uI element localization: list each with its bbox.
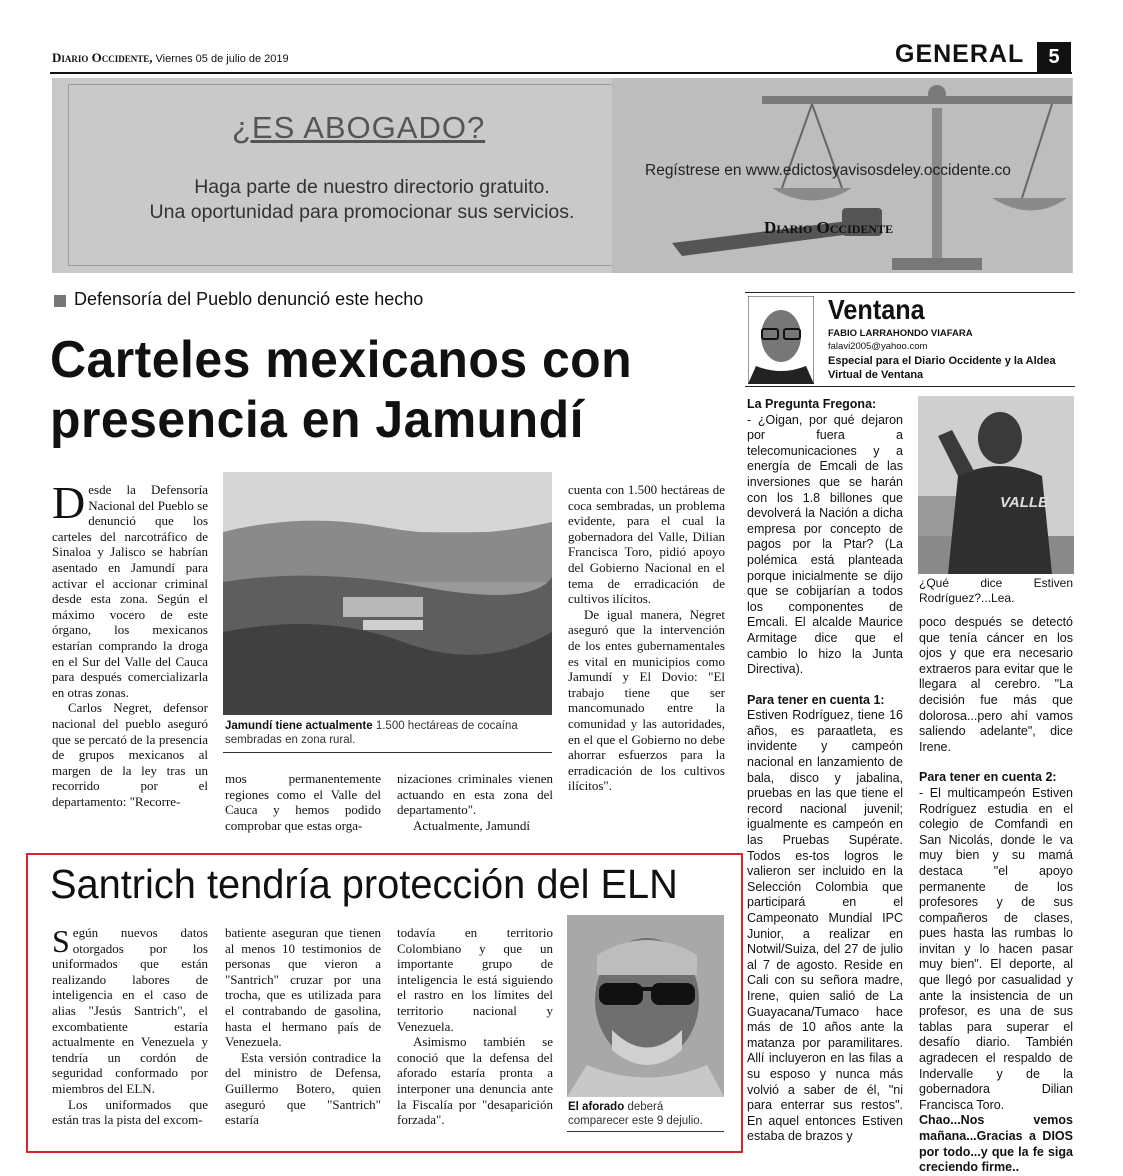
jamundi-photo (223, 472, 552, 715)
santrich-caption-rule (567, 1131, 724, 1132)
ventana-author: FABIO LARRAHONDO VIAFARA (828, 328, 973, 339)
caption-rule (223, 752, 552, 753)
paper-name: Diario Occidente, (52, 50, 153, 65)
ventana-closing: Chao...Nos vemos mañana...Gracias a DIOS por todo...y que la fe siga creciendo firme.. (919, 1113, 1073, 1175)
ventana-header-rule (745, 386, 1075, 387)
caption-rest: 1.500 hectáreas de cocaína sembradas en zona rural. (225, 720, 518, 746)
ventana-h3: Para tener en cuenta 2: (919, 770, 1057, 785)
issue-date: Viernes 05 de julio de 2019 (155, 53, 289, 65)
headline (50, 330, 632, 450)
ad-logo: Diario Occidente (764, 218, 894, 237)
santrich-col2-p1: batiente aseguran que tienen al menos 10 testimonios de personas que vieron a "Santrich" cruzar por una trocha, que es utilizada para el contrabando de gasolina, hasta el hermano país de Venezuela. (225, 925, 381, 1050)
caption-bold: Jamundí tiene actualmente (225, 720, 373, 732)
ventana-p1: - ¿Oigan, por qué dejaron por fuera a telecomunicaciones y a energía de Emcali de las inversiones que se harán con los 1.8 billones que devolverá la Nación a dicha empresa por concepto de pagos por la Ptar? (La polémica está planteada porque inicialmente se dijo que se cobijarían a todos los componentes de Emcali. El alcalde Maurice Armitage dice que el cambio lo hizo la Junta Directiva). (747, 412, 903, 677)
headline-line-1: Carteles mexicanos con (50, 331, 633, 389)
header-rule (50, 72, 1072, 74)
col3-p1: nizaciones criminales vienen actuando en esta zona del departamento". (397, 771, 553, 818)
ventana-tagline: Especial para el Diario Occidente y la Aldea Virtual de Ventana (828, 355, 1056, 381)
col3-p2: Actualmente, Jamundí (413, 817, 530, 833)
lawyer-ad (52, 78, 1073, 273)
santrich-caption (568, 1100, 725, 1128)
santrich-col-1 (52, 925, 208, 1128)
ventana-title: Ventana (828, 294, 925, 325)
article-col-1 (52, 477, 208, 809)
photo-caption (225, 719, 553, 747)
santrich-headline: Santrich tendría protección del ELN (50, 861, 678, 907)
ventana-h2: Para tener en cuenta 1: (747, 692, 885, 707)
athlete-photo (918, 396, 1074, 574)
author-photo (748, 296, 814, 384)
headline-line-2: presencia en Jamundí (50, 391, 584, 449)
santrich-col-2 (225, 925, 381, 1128)
article-col-3 (397, 771, 553, 833)
santrich-dropcap: S (52, 923, 70, 959)
santrich-photo (567, 915, 724, 1097)
ventana-email: falavi2005@yahoo.com (828, 341, 928, 352)
santrich-col2-p2: Esta versión contradice la del ministro de Defensa, Guillermo Botero, quien aseguró que "Santrich" estaría (225, 1049, 381, 1128)
ad-line-1: Haga parte de nuestro directorio gratuito. (194, 176, 550, 198)
ventana-p3: poco después se detectó que tenía cáncer en los ojos y que era necesario extraeros para evitar que le llegara al cerebro. "La decisión fue más que dolorosa...pero ahí vamos saliendo adelante", dice Irene. (919, 615, 1073, 754)
ad-line-2: Una oportunidad para promocionar sus servicios. (149, 201, 575, 223)
santrich-col-3 (397, 925, 553, 1128)
kicker: Defensoría del Pueblo denunció este hecho (74, 289, 424, 309)
page-number: 5 (1037, 42, 1071, 72)
ad-register: Regístrese en www.edictosyavisosdeley.occidente.co (645, 162, 1011, 179)
ventana-col-1 (747, 397, 903, 1145)
dropcap: D (52, 477, 86, 528)
ventana-col-2 (919, 615, 1073, 1176)
col1-p1: esde la Defensoría Nacional del Pueblo se denunció que los carteles del narcotráfico de Sinaloa y Jalisco se habrían asentado en Jamundí para activar el accionar criminal desde esta zona. Según el máximo vocero de este órgano, los mexicanos estarían comprando la droga en el Sur del Valle del Cauca para después comercializarla en otras zonas. (52, 482, 208, 700)
article-col-4 (568, 482, 725, 794)
santrich-col1-p1: egún nuevos datos otorgados por los uniformados que están realizando labores de inteligencia en el caso de alias "Jesús Santrich", el excombatiente estaría actualmente en Venezuela y tendría un cordón de seguridad conformado por miembros del ELN. (52, 925, 208, 1096)
col4-p1: cuenta con 1.500 hectáreas de coca sembradas, un problema evidente, para el cual la gobernadora del Valle, Dilian Francisca Toro, pidió apoyo del Gobierno Nacional en el tema de erradicación de cultivos ilícitos. (568, 482, 725, 607)
santrich-col3-p1: todavía en territorio Colombiano y que un importante grupo de inteligencia le está siguiendo el rastro en los límites del territorio nacional y Venezuela. (397, 925, 553, 1034)
ventana-p4: - El multicampeón Estiven Rodríguez estudia en el colegio de Comfandi en San Nicolás, donde le va muy bien y su mamá destaca "el apoyo permanente de los profesores y de sus compañeros de clases, pues hasta las rumbas lo invitan y lo hacen pasar muy bien". El deporte, al que llegó por casualidad y ante la insistencia de un profesor, es una de sus tablas para superar el desafío diario. También agradecen el respaldo de Indervalle y de la gobernadora Dilian Francisca Toro. (919, 785, 1073, 1112)
santrich-caption-bold: El aforado (568, 1101, 625, 1113)
col1-p2: Carlos Negret, defensor nacional del pueblo aseguró que se percató de la presencia de grupos mexicanos al margen de la ley tras un recorrido por el departamento: "Recorre- (52, 700, 208, 809)
section-title: GENERAL (895, 40, 1025, 68)
ventana-top-rule (745, 292, 1075, 293)
athlete-caption: ¿Qué dice Estiven Rodríguez?...Lea. (919, 576, 1073, 605)
masthead (52, 50, 289, 66)
col4-p2: De igual manera, Negret aseguró que la intervención de los entes gubernamentales es vital en municipios como Jamundí y El Dovio: "El trabajo tiene que ser mancomunado entre la comunidad y las autoridades, en el que el Gobierno no debe ahorrar esfuerzos para la erradicación de los cultivos ilícitos". (568, 606, 725, 794)
ad-title: ¿ES ABOGADO? (232, 110, 486, 145)
ventana-p2: Estiven Rodríguez, tiene 16 años, es paraatleta, es invidente y campeón nacional en lanzamiento de bala, disco y jabalina, pruebas en las que tiene el record nacional juvenil; igualmente es campeón en las Pruebas Supérate. Todos es-tos logros le valieron ser incluido en la Selección Colombia que participará en el Campeonato Mundial IPC Junior, a realizar en Notwil/Suiza, del 27 de julio al 7 de agosto. Reside en Cali con su señora madre, Irene, quien salió de La Guayacana/Tumaco hace más de 10 años ante la matanza por paramilitares. Allí incluyeron en las filas a su esposo y nunca más volvió a saber de él, "ni para enterrar sus restos". En aquel entonces Estiven estaba de brazos y (747, 708, 903, 1144)
kicker-square (54, 295, 66, 307)
santrich-col1-p2: Los uniformados que están tras la pista del excom- (52, 1096, 208, 1128)
col2-text: mos permanentemente regiones como el Valle del Cauca y hemos podido comprobar que estas orga- (225, 771, 381, 833)
ventana-h1: La Pregunta Fregona: (747, 397, 877, 411)
article-col-2 (225, 771, 381, 833)
athlete-shirt-text: VALLE (1000, 494, 1049, 511)
santrich-col3-p2: Asimismo también se conoció que la defensa del aforado estaría pronta a interponer una denuncia ante la Fiscalía por "desaparición forzada". (397, 1034, 553, 1128)
santrich-caption-rest: deberá comparecer este 9 dejulio. (568, 1101, 703, 1127)
